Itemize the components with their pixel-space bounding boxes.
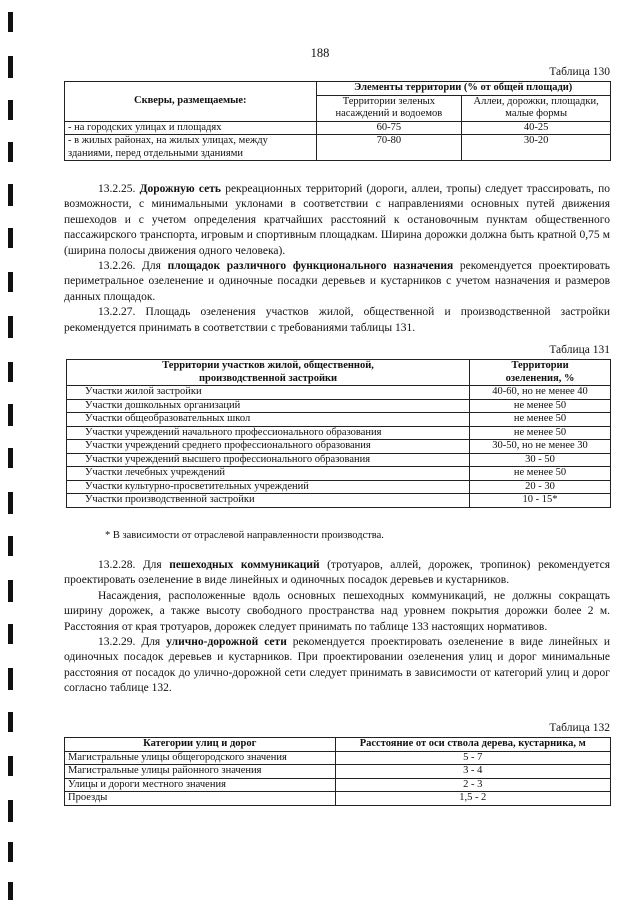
para-text: (тротуаров, аллей, дорожек, тропинок) рекомендуется проектировать озеленение в виде линейных и одиночных посадок деревьев и кустарников.: [64, 559, 610, 587]
t131-row-value: 10 - 15*: [470, 494, 611, 508]
table-row: [65, 121, 611, 135]
table-row: [67, 453, 611, 467]
t131-row-label: Участки жилой застройки: [67, 386, 470, 400]
t132-row-value: 2 - 3: [335, 778, 610, 792]
t132-row-label: Проезды: [65, 792, 336, 806]
t130-row-value: 60-75: [316, 121, 462, 135]
t131-row-value: 30-50, но не менее 30: [470, 440, 611, 454]
binding-mark: [8, 882, 13, 900]
para-bold: пешеходных коммуникаций: [169, 559, 320, 571]
t131-row-label: Участки учреждений начального профессионального образования: [67, 426, 470, 440]
t130-row-label: - в жилых районах, на жилых улицах, между зданиями, перед отдельными зданиями: [65, 135, 317, 161]
table-131-footnote: * В зависимости от отраслевой направленности производства.: [105, 530, 384, 541]
binding-mark: [8, 668, 13, 690]
binding-mark: [8, 492, 13, 514]
table-131: [66, 359, 611, 508]
para-text: рекомендуется проектировать периметральное озеленение и одиночные посадки деревьев и кустарников с учетом назначения и размеров данных площадок.: [64, 260, 611, 303]
t131-row-label: Участки культурно-просветительных учреждений: [67, 480, 470, 494]
paragraph-13-2-28: [64, 558, 610, 589]
t131-row-label: Участки дошкольных организаций: [67, 399, 470, 413]
binding-mark: [8, 800, 13, 822]
binding-mark: [8, 184, 13, 206]
t132-row-label: Улицы и дороги местного значения: [65, 778, 336, 792]
table-130-caption: Таблица 130: [549, 66, 610, 78]
binding-mark: [8, 580, 13, 602]
table-row: [65, 792, 611, 806]
binding-mark: [8, 712, 13, 732]
paragraph-plantings: Насаждения, расположенные вдоль основных пешеходных коммуникаций, не должны сокращать ширину дорожек, а также высоту свободного пространства над уровнем покрытия дорожки более 2 м. Расстояния от края тротуаров, дорожек следует принимать по таблице 133 настоящих нормативов.: [64, 589, 610, 633]
para-number: 13.2.28. Для: [98, 559, 162, 571]
t130-head-group: Элементы территории (% от общей площади): [316, 82, 611, 96]
binding-mark: [8, 536, 13, 556]
t131-row-value: 20 - 30: [470, 480, 611, 494]
t132-head-2: Расстояние от оси ствола дерева, кустарника, м: [335, 738, 610, 752]
t130-row-label: - на городских улицах и площадях: [65, 121, 317, 135]
binding-mark: [8, 624, 13, 644]
binding-mark: [8, 448, 13, 468]
table-row: [67, 399, 611, 413]
t131-row-value: не менее 50: [470, 413, 611, 427]
table-row: [67, 426, 611, 440]
t132-row-label: Магистральные улицы районного значения: [65, 765, 336, 779]
table-row: [65, 751, 611, 765]
binding-mark: [8, 404, 13, 426]
t132-row-value: 1,5 - 2: [335, 792, 610, 806]
text-block-1: [64, 182, 610, 336]
para-bold: улично-дорожной сети: [166, 636, 287, 649]
t130-row-value: 40-25: [462, 121, 611, 135]
t131-row-label: Участки учреждений высшего профессионального образования: [67, 453, 470, 467]
t130-row-value: 70-80: [316, 135, 462, 161]
table-row: [67, 440, 611, 454]
table-132: [64, 737, 611, 806]
binding-mark: [8, 272, 13, 292]
table-row: [67, 413, 611, 427]
page-number: 188: [310, 46, 330, 60]
table-130: [64, 81, 611, 161]
text-block-2: [64, 558, 610, 697]
t131-head-1: Территории участков жилой, общественной, производственной застройки: [67, 360, 470, 386]
table-131-caption: Таблица 131: [549, 344, 610, 356]
t131-row-value: не менее 50: [470, 426, 611, 440]
binding-mark: [8, 756, 13, 776]
t132-row-value: 3 - 4: [335, 765, 610, 779]
t131-row-value: 30 - 50: [470, 453, 611, 467]
t130-head-col1: Территории зеленых насаждений и водоемов: [316, 95, 462, 121]
t131-row-label: Участки лечебных учреждений: [67, 467, 470, 481]
t131-row-value: не менее 50: [470, 399, 611, 413]
t131-row-label: Участки производственной застройки: [67, 494, 470, 508]
para-bold: Дорожную сеть: [139, 183, 221, 195]
para-bold: площадок различного функционального назначения: [167, 260, 454, 273]
table-row: [67, 480, 611, 494]
paragraph-13-2-25: [64, 182, 610, 259]
binding-mark: [8, 228, 13, 248]
binding-mark: [8, 100, 13, 120]
table-row: [65, 135, 611, 161]
para-text: рекомендуется проектировать озеленение в виде линейных и одиночных посадок деревьев и кустарников. При проектировании озеленения улиц и дорог минимальные расстояния от посадок до улично-дорожной сети следует принимать в зависимости от категорий улиц и дорог согласно таблице 132.: [64, 636, 611, 695]
t131-row-label: Участки учреждений среднего профессионального образования: [67, 440, 470, 454]
t132-head-1: Категории улиц и дорог: [65, 738, 336, 752]
t131-head-2: Территории озеленения, %: [470, 360, 611, 386]
t130-row-value: 30-20: [462, 135, 611, 161]
para-number: 13.2.25.: [98, 183, 136, 195]
t131-row-value: не менее 50: [470, 467, 611, 481]
t131-row-label: Участки общеобразовательных школ: [67, 413, 470, 427]
paragraph-13-2-27: 13.2.27. Площадь озеленения участков жилой, общественной и производственной застройки рекомендуется принимать в соответствии с требованиями таблицы 131.: [64, 306, 610, 334]
t132-row-label: Магистральные улицы общегородского значения: [65, 751, 336, 765]
table-row: [67, 386, 611, 400]
binding-mark: [8, 316, 13, 338]
para-text: рекреационных территорий (дороги, аллеи, тропы) следует трассировать, по возможности, с минимальными уклонами в соответствии с направлениями основных путей движения пешеходов и с учетом определения кратчайших расстояний к остановочным пунктам общественного пассажирского транспорта, игровым и спортивным площадкам. Ширина дорожки должна быть кратной 0,75 м (ширина полосы движения одного человека).: [64, 183, 610, 257]
paragraph-13-2-29: [64, 635, 610, 697]
para-number: 13.2.26. Для: [98, 260, 161, 273]
binding-mark: [8, 842, 13, 862]
t130-head-col2: Аллеи, дорожки, площадки, малые формы: [462, 95, 611, 121]
t132-row-value: 5 - 7: [335, 751, 610, 765]
table-row: [65, 778, 611, 792]
table-row: [65, 765, 611, 779]
table-row: [67, 494, 611, 508]
t130-head-left: Скверы, размещаемые:: [65, 82, 317, 122]
binding-mark: [8, 12, 13, 32]
table-row: [67, 467, 611, 481]
para-number: 13.2.29. Для: [98, 636, 161, 649]
binding-mark: [8, 362, 13, 382]
paragraph-13-2-26: [64, 259, 610, 305]
t131-row-value: 40-60, но не менее 40: [470, 386, 611, 400]
binding-mark: [8, 142, 13, 162]
table-132-caption: Таблица 132: [549, 722, 610, 734]
